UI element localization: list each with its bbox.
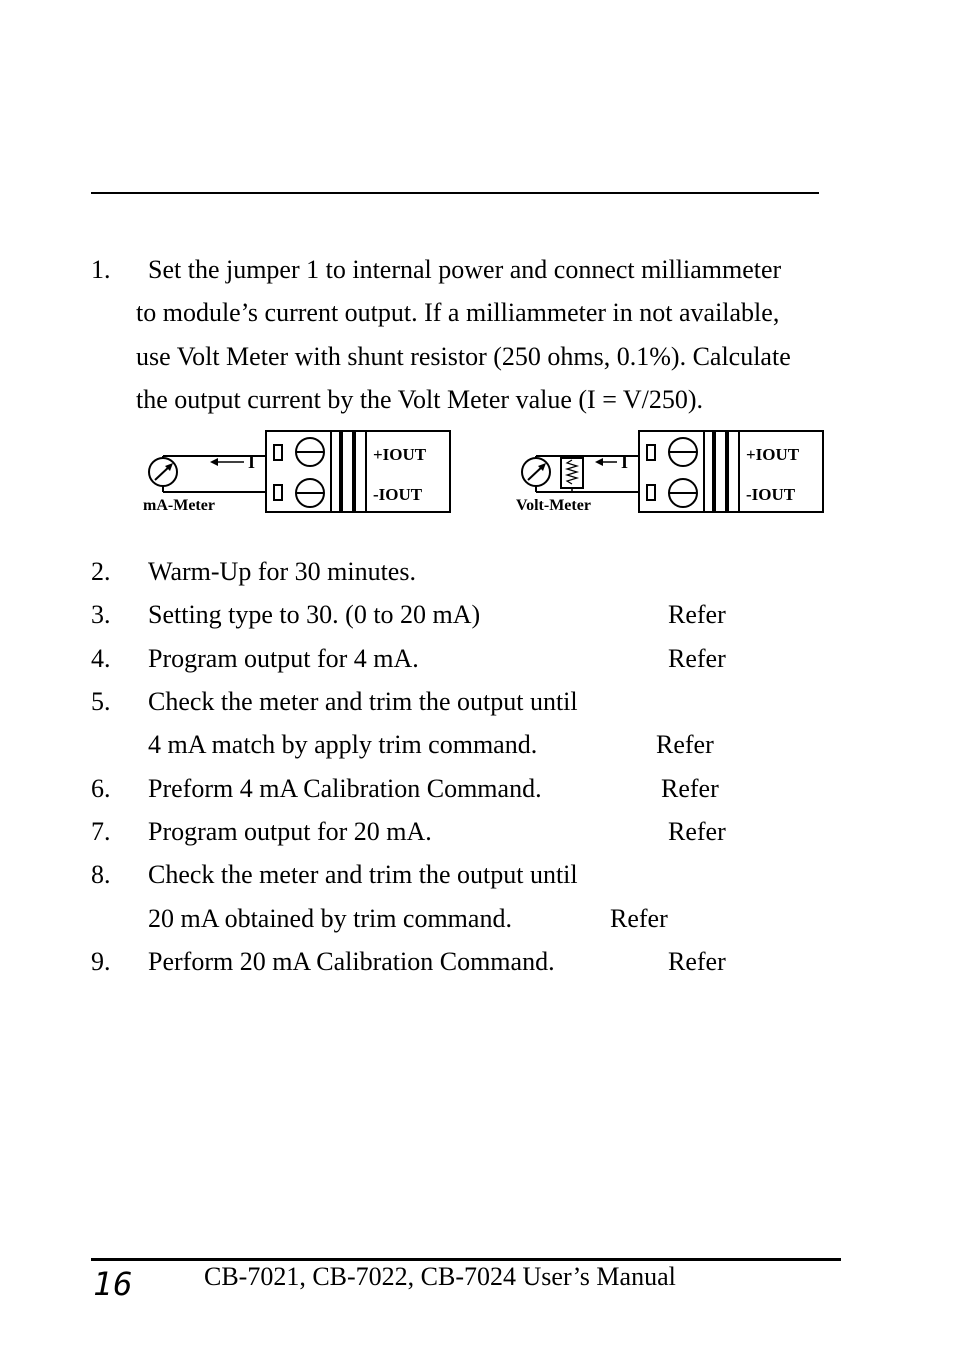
footer-rule bbox=[91, 1258, 841, 1261]
terminal-minus-label: -IOUT bbox=[373, 485, 423, 504]
ma-meter-wiring-diagram bbox=[140, 428, 455, 518]
step-text: Check the meter and trim the output until bbox=[148, 860, 578, 889]
page-number: 16 bbox=[93, 1265, 134, 1303]
step-text-continued: 20 mA obtained by trim command. bbox=[148, 904, 512, 933]
terminal-minus-label: -IOUT bbox=[746, 485, 796, 504]
current-arrow-icon bbox=[595, 458, 617, 466]
step-number: 4. bbox=[91, 644, 111, 673]
step-text: Warm-Up for 30 minutes. bbox=[148, 557, 416, 586]
refer-reference: Refer bbox=[661, 774, 719, 803]
terminal-plus-label: +IOUT bbox=[746, 445, 800, 464]
refer-reference: Refer bbox=[610, 904, 668, 933]
terminal-plus-label: +IOUT bbox=[373, 445, 427, 464]
step-1-line-1: Set the jumper 1 to internal power and connect milliammeter bbox=[148, 255, 782, 284]
voltmeter-icon bbox=[522, 458, 550, 486]
step-text: Program output for 20 mA. bbox=[148, 817, 432, 846]
current-label: I bbox=[621, 452, 629, 472]
step-number: 7. bbox=[91, 817, 111, 846]
step-1-number: 1. bbox=[91, 255, 111, 284]
ammeter-icon bbox=[149, 458, 177, 486]
header-rule bbox=[91, 192, 819, 194]
refer-reference: Refer bbox=[668, 600, 726, 629]
shunt-resistor-icon bbox=[561, 456, 583, 492]
step-number: 6. bbox=[91, 774, 111, 803]
refer-reference: Refer bbox=[668, 817, 726, 846]
step-number: 3. bbox=[91, 600, 111, 629]
step-number: 5. bbox=[91, 687, 111, 716]
step-1-line-4: the output current by the Volt Meter value (I = V/250). bbox=[136, 385, 704, 414]
step-number: 8. bbox=[91, 860, 111, 889]
step-text: Setting type to 30. (0 to 20 mA) bbox=[148, 600, 481, 629]
step-text: Program output for 4 mA. bbox=[148, 644, 419, 673]
refer-reference: Refer bbox=[668, 644, 726, 673]
current-label: I bbox=[248, 452, 256, 472]
terminal-block bbox=[639, 431, 823, 512]
meter-label: Volt-Meter bbox=[516, 497, 591, 514]
meter-label: mA-Meter bbox=[143, 497, 215, 514]
current-arrow-icon bbox=[210, 458, 244, 466]
volt-meter-wiring-diagram bbox=[513, 428, 828, 518]
step-number: 9. bbox=[91, 947, 111, 976]
step-1-line-3: use Volt Meter with shunt resistor (250 ohms, 0.1%). Calculate bbox=[136, 342, 791, 371]
manual-title: CB-7021, CB-7022, CB-7024 User’s Manual bbox=[204, 1262, 676, 1291]
refer-reference: Refer bbox=[668, 947, 726, 976]
step-number: 2. bbox=[91, 557, 111, 586]
step-text-continued: 4 mA match by apply trim command. bbox=[148, 730, 538, 759]
refer-reference: Refer bbox=[656, 730, 714, 759]
step-text: Preform 4 mA Calibration Command. bbox=[148, 774, 542, 803]
step-1-line-2: to module’s current output. If a milliammeter in not available, bbox=[136, 298, 780, 327]
step-text: Check the meter and trim the output until bbox=[148, 687, 578, 716]
terminal-block bbox=[266, 431, 450, 512]
step-text: Perform 20 mA Calibration Command. bbox=[148, 947, 555, 976]
